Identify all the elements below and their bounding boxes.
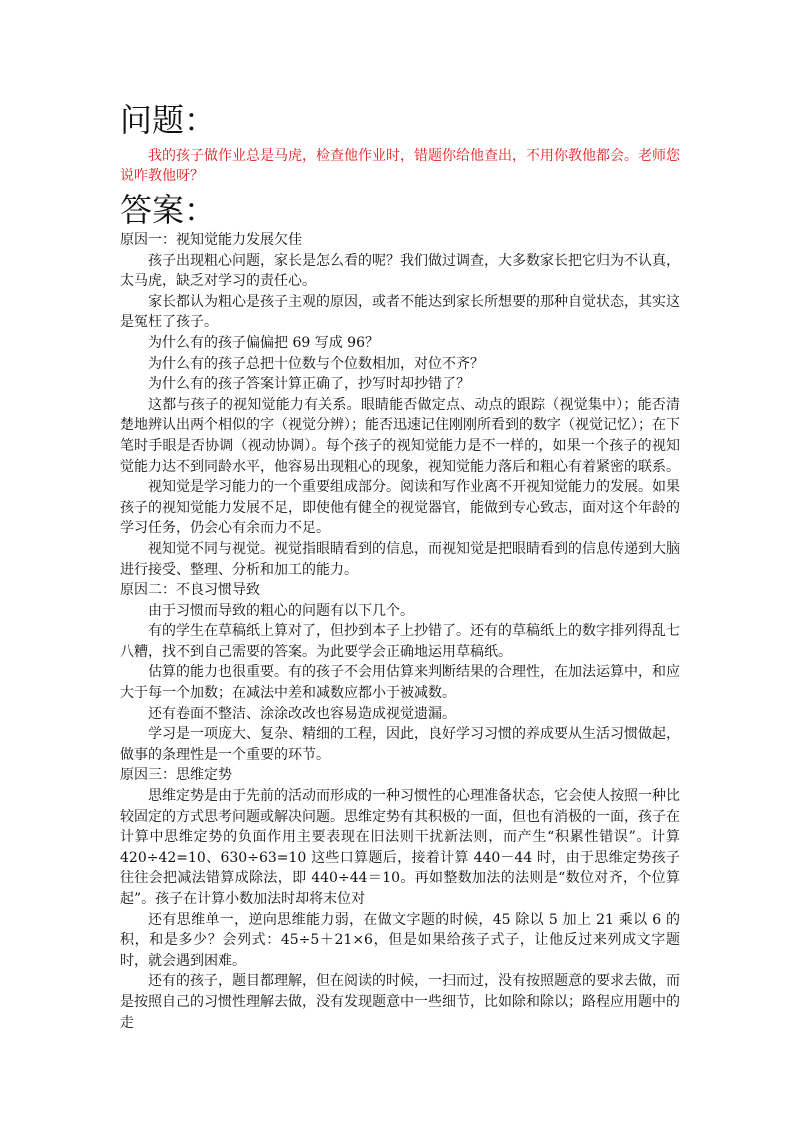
body-paragraph: 孩子出现粗心问题，家长是怎么看的呢？我们做过调查，大多数家长把它归为不认真，太马虎，缺乏对学习的责任心。 [120, 252, 680, 290]
body-paragraph: 还有思维单一，逆向思维能力弱，在做文字题的时候，45 除以 5 加上 21 乘以 6 的积，和是多少？会列式：45÷5＋21×6，但是如果给孩子式子，让他反过来列成文字题时，就会遇到困难。 [120, 911, 680, 969]
section-heading: 原因一：视知觉能力发展欠佳 [120, 232, 302, 248]
question-text: 我的孩子做作业总是马虎，检查他作业时，错题你给他查出，不用你教他都会。老师您说咋教他呀？ [120, 148, 680, 184]
answer-title: 答案： [120, 191, 217, 229]
answer-body [120, 230, 680, 1033]
body-paragraph: 学习是一项庞大、复杂、精细的工程，因此，良好学习习惯的养成要从生活习惯做起，做事的条理性是一个重要的环节。 [120, 726, 680, 763]
question-title: 问题： [120, 101, 217, 139]
body-paragraph: 由于习惯而导致的粗心的问题有以下几个。 [148, 602, 414, 619]
body-paragraph: 还有的孩子，题目都理解，但在阅读的时候，一扫而过，没有按照题意的要求去做，而是按照自己的习惯性理解去做，没有发现题意中一些细节，比如除和除以；路程应用题中的走 [120, 973, 680, 1031]
body-paragraph: 视知觉是学习能力的一个重要组成部分。阅读和写作业离不开视知觉能力的发展。如果孩子的视知觉能力发展不足，即使他有健全的视觉器官，能做到专心致志，面对这个年龄的学习任务，仍会心有余而力不足。 [120, 479, 680, 537]
body-paragraph: 视知觉不同与视觉。视觉指眼睛看到的信息，而视知觉是把眼睛看到的信息传递到大脑进行接受、整理、分析和加工的能力。 [120, 540, 680, 578]
body-paragraph: 为什么有的孩子总把十位数与个位数相加，对位不齐？ [148, 355, 484, 372]
body-paragraph: 为什么有的孩子偏偏把 69 写成 96？ [148, 334, 379, 351]
body-paragraph: 为什么有的孩子答案计算正确了，抄写时却抄错了？ [148, 376, 470, 393]
body-paragraph: 思维定势是由于先前的活动而形成的一种习惯性的心理准备状态，它会使人按照一种比较固定的方式思考问题或解决问题。思维定势有其积极的一面，但也有消极的一面，孩子在计算中思维定势的负面作用主要表现在旧法则干扰新法则，而产生“积累性错误”。计算 420÷42=10、630÷63=10 这些口算题后，接着计算 440－44 时，由于思维定势孩子往往会把减法错算成除法，即 440÷44＝10。再如整数加法的法则是“数位对齐，个位算起”。孩子在计算小数加法时却将末位对 [120, 788, 680, 907]
section-heading: 原因三：思维定势 [120, 767, 232, 784]
body-paragraph: 家长都认为粗心是孩子主观的原因，或者不能达到家长所想要的那种自觉状态，其实这是冤枉了孩子。 [120, 293, 680, 331]
body-paragraph: 有的学生在草稿纸上算对了，但抄到本子上抄错了。还有的草稿纸上的数字排列得乱七八糟，找不到自己需要的答案。为此要学会正确地运用草稿纸。 [120, 623, 680, 660]
document-content [120, 100, 680, 1033]
section-heading: 原因二：不良习惯导致 [120, 582, 260, 599]
body-paragraph: 还有卷面不整洁、涂涂改改也容易造成视觉遗漏。 [148, 705, 456, 722]
body-paragraph: 这都与孩子的视知觉能力有关系。眼睛能否做定点、动点的跟踪（视觉集中）；能否清楚地辨认出两个相似的字（视觉分辨）；能否迅速记住刚刚所看到的数字（视觉记忆）；在下笔时手眼是否协调（视动协调）。每个孩子的视知觉能力是不一样的，如果一个孩子的视知觉能力达不到同龄水平，他容易出现粗心的现象，视知觉能力落后和粗心有着紧密的联系。 [120, 396, 680, 475]
body-paragraph: 估算的能力也很重要。有的孩子不会用估算来判断结果的合理性，在加法运算中，和应大于每一个加数；在减法中差和减数应都小于被减数。 [120, 664, 680, 702]
